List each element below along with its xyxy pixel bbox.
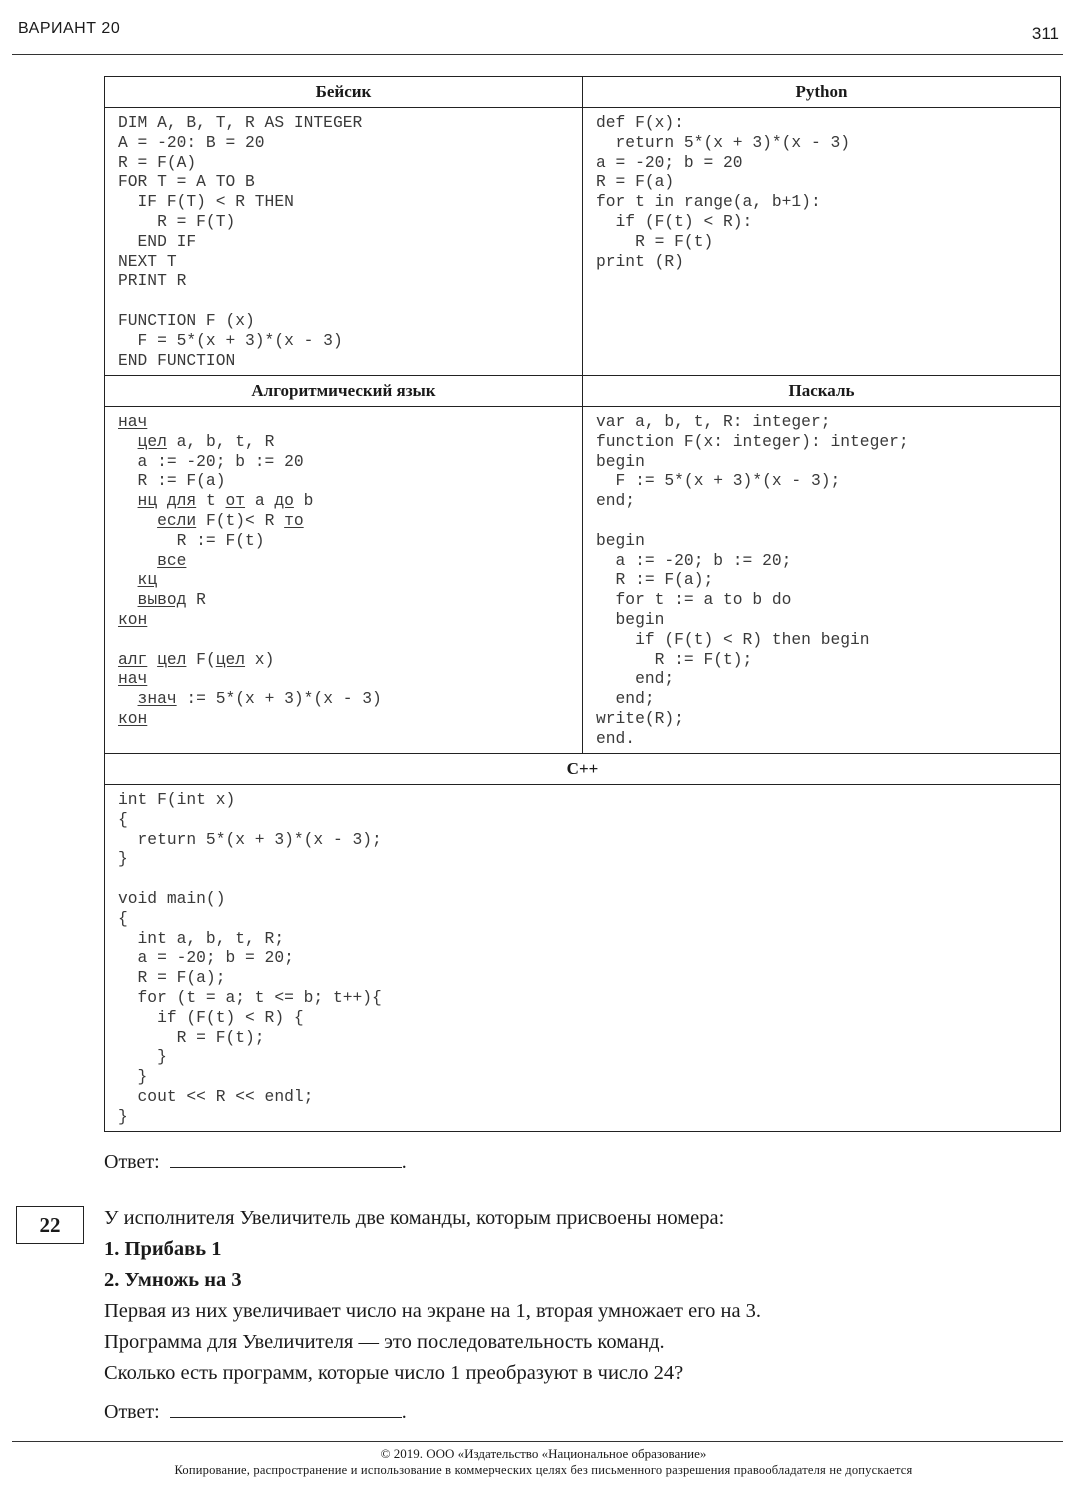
code-line: алг цел F(цел x)	[118, 649, 275, 669]
code-line: R = F(a);	[118, 968, 226, 988]
code-line: if (F(t) < R) then begin	[596, 629, 870, 649]
code-line	[118, 630, 582, 650]
answer-label: Ответ:	[104, 1401, 160, 1423]
code-line	[118, 869, 1060, 889]
code-line: end;	[596, 689, 655, 709]
code-line	[596, 511, 1060, 531]
code-line: R := F(t);	[596, 649, 753, 669]
task-question: Сколько есть программ, которые число 1 преобразуют в число 24?	[104, 1362, 684, 1384]
code-line: begin	[596, 451, 645, 471]
code-line: }	[118, 1067, 148, 1087]
code-line: a := -20; b := 20	[118, 451, 304, 471]
task-intro: У исполнителя Увеличитель две команды, которым присвоены номера:	[104, 1207, 725, 1229]
code-line: R = F(T)	[118, 211, 236, 231]
code-line: кц	[137, 570, 158, 590]
code-line: return 5*(x + 3)*(x - 3)	[596, 132, 851, 152]
code-line: a := -20; b := 20;	[596, 550, 792, 570]
code-line: NEXT T	[118, 251, 177, 271]
code-line: return 5*(x + 3)*(x - 3);	[118, 829, 382, 849]
variant-title: ВАРИАНТ 20	[18, 20, 121, 37]
code-line: if (F(t) < R):	[596, 211, 753, 231]
code-table	[104, 76, 1061, 1132]
code-line: if (F(t) < R) {	[118, 1007, 304, 1027]
code-line: begin	[596, 530, 645, 550]
code-line: F := 5*(x + 3)*(x - 3);	[596, 471, 841, 491]
code-line: begin	[596, 609, 665, 629]
code-line: print (R)	[596, 251, 684, 271]
code-line: int a, b, t, R;	[118, 928, 285, 948]
cpp-header: C++	[105, 754, 1061, 785]
code-line: DIM A, B, T, R AS INTEGER	[118, 113, 363, 132]
code-line: var a, b, t, R: integer;	[596, 412, 831, 431]
answer-blank[interactable]	[170, 1149, 402, 1168]
answer-dot: .	[401, 1151, 407, 1173]
code-line: R = F(t)	[596, 231, 714, 251]
code-line: кон	[118, 708, 148, 728]
answer-blank[interactable]	[170, 1399, 402, 1418]
code-line: если F(t)< R то	[157, 510, 304, 530]
task-desc-1: Первая из них увеличивает число на экране на 1, вторая умножает его на 3.	[104, 1300, 762, 1322]
code-line: R := F(a);	[596, 570, 714, 590]
code-line: end;	[596, 491, 636, 511]
code-line: def F(x):	[596, 113, 684, 132]
answer-line-21	[104, 1149, 407, 1174]
code-line: вывод R	[137, 590, 206, 610]
code-line: int F(int x)	[118, 790, 236, 809]
header-divider	[12, 54, 1063, 55]
code-line: a = -20; b = 20;	[118, 948, 294, 968]
code-line: end.	[596, 728, 636, 748]
code-line: }	[118, 849, 128, 869]
code-line: {	[118, 908, 128, 928]
answer-label: Ответ:	[104, 1151, 160, 1173]
code-line: FUNCTION F (x)	[118, 310, 255, 330]
code-line: {	[118, 809, 128, 829]
code-line: нач	[118, 412, 148, 431]
code-line: R := F(a)	[118, 471, 226, 491]
pascal-code	[583, 407, 1060, 749]
code-line: }	[118, 1106, 128, 1126]
code-line: end;	[596, 669, 675, 689]
python-code	[583, 108, 1060, 271]
task-22-text	[104, 1203, 1064, 1389]
basic-header: Бейсик	[105, 77, 583, 108]
code-line: A = -20: B = 20	[118, 132, 265, 152]
answer-dot: .	[401, 1401, 407, 1423]
code-line: F = 5*(x + 3)*(x - 3)	[118, 330, 343, 350]
code-line: void main()	[118, 888, 226, 908]
footer-divider	[12, 1441, 1063, 1442]
copyright-line: © 2019. ООО «Издательство «Национальное образование»	[380, 1446, 707, 1461]
python-header: Python	[583, 77, 1061, 108]
code-line: R = F(A)	[118, 152, 197, 172]
code-line: for t := a to b do	[596, 590, 792, 610]
code-line: END FUNCTION	[118, 350, 236, 370]
code-line: нц для t от a до b	[137, 491, 314, 511]
algo-code	[105, 407, 582, 729]
code-line: }	[118, 1047, 167, 1067]
cpp-code	[105, 785, 1060, 1127]
code-line	[118, 291, 582, 311]
code-line: for (t = a; t <= b; t++){	[118, 987, 382, 1007]
code-line: кон	[118, 609, 148, 629]
code-line: IF F(T) < R THEN	[118, 192, 294, 212]
code-line: cout << R << endl;	[118, 1086, 314, 1106]
code-line: PRINT R	[118, 271, 187, 291]
code-line: R = F(t);	[118, 1027, 265, 1047]
copyright-notice: Копирование, распространение и использование в коммерческих целях без письменного разрешения правообладателя не допускается	[174, 1463, 913, 1477]
code-line: a = -20; b = 20	[596, 152, 743, 172]
pascal-header: Паскаль	[583, 376, 1061, 407]
code-line: все	[157, 550, 187, 570]
code-line: write(R);	[596, 708, 684, 728]
answer-line-22	[104, 1399, 407, 1424]
code-line: R := F(t)	[118, 530, 265, 550]
command-1: 1. Прибавь 1	[104, 1238, 222, 1260]
algo-header: Алгоритмический язык	[105, 376, 583, 407]
code-line: нач	[118, 669, 148, 689]
task-desc-2: Программа для Увеличителя — это последовательность команд.	[104, 1331, 665, 1353]
command-2: 2. Умножь на 3	[104, 1269, 242, 1291]
page-number: 311	[1031, 24, 1059, 43]
code-line: END IF	[118, 231, 197, 251]
task-number-box: 22	[16, 1206, 84, 1244]
code-line: for t in range(a, b+1):	[596, 192, 821, 212]
code-line: знач := 5*(x + 3)*(x - 3)	[137, 689, 382, 709]
basic-code	[105, 108, 582, 370]
code-line: R = F(a)	[596, 172, 675, 192]
code-line: FOR T = A TO B	[118, 172, 255, 192]
code-line: function F(x: integer): integer;	[596, 431, 909, 451]
code-line: цел a, b, t, R	[137, 431, 275, 451]
